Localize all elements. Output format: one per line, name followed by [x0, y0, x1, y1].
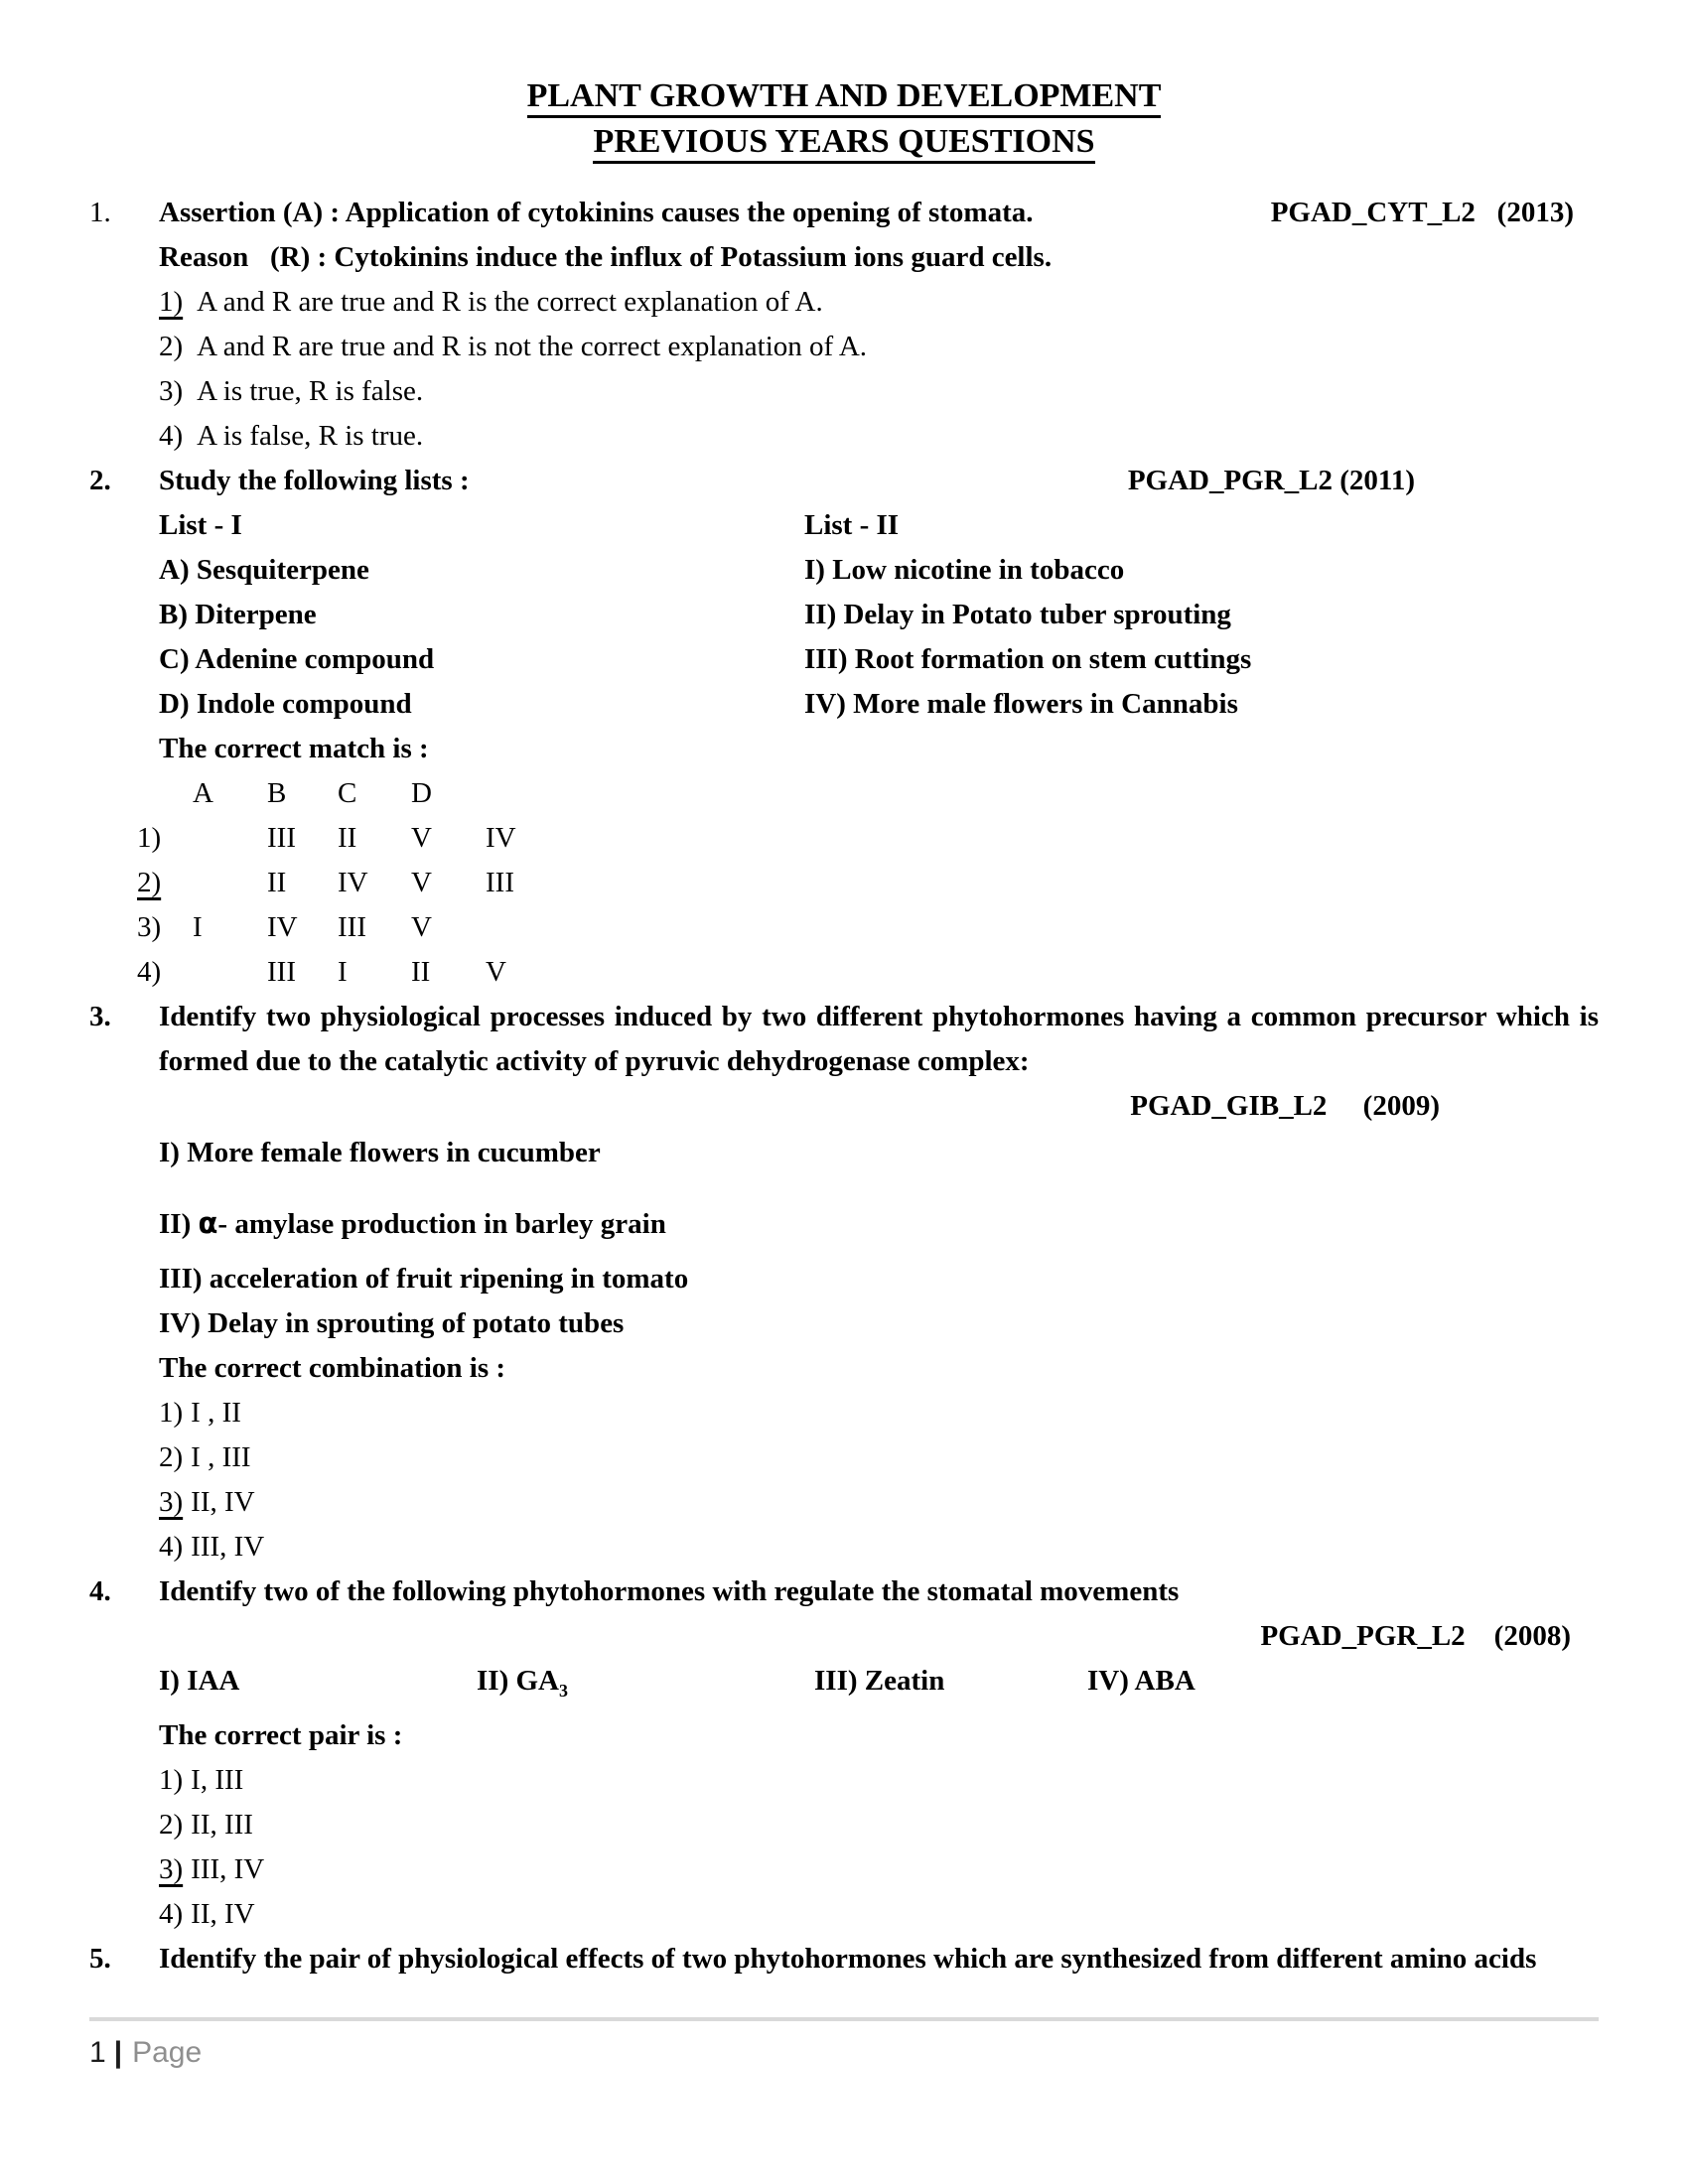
- option-number: 3): [159, 375, 184, 407]
- option-number: 2): [137, 867, 162, 898]
- match-cell: I: [338, 956, 348, 988]
- pair-intro: The correct pair is :: [159, 1718, 403, 1751]
- question-number: 5.: [89, 1942, 111, 1975]
- option-number: 1): [137, 822, 162, 854]
- question-tag: PGAD_PGR_L2 (2011): [1127, 465, 1415, 496]
- page-content: [89, 73, 1599, 1981]
- option-number: 2): [159, 1808, 184, 1841]
- option-text: I, III: [191, 1763, 244, 1796]
- option-number: 2): [159, 1441, 184, 1473]
- match-row: [137, 950, 1599, 995]
- option-row: [159, 1391, 1599, 1435]
- option-number: 1): [159, 286, 184, 318]
- match-cell: V: [486, 956, 506, 988]
- question-tag: PGAD_CYT_L2 (2013): [1270, 197, 1574, 228]
- option-text: A is true, R is false.: [197, 375, 424, 407]
- question-number: 2.: [89, 465, 111, 496]
- match-cell: III: [338, 911, 366, 943]
- option-row: [159, 1480, 1599, 1525]
- hormone-item: II) $GA_3$: [477, 1665, 568, 1701]
- option-text: A and R are true and R is the correct explanation of A.: [197, 286, 823, 318]
- match-cell: III: [267, 822, 296, 854]
- option-number: 3): [159, 1486, 184, 1518]
- list-item: A) Sesquiterpene: [159, 554, 369, 586]
- list-item: I) Low nicotine in tobacco: [804, 554, 1125, 586]
- statement-item: IV) Delay in sprouting of potato tubes: [159, 1307, 625, 1339]
- match-cell: II: [267, 867, 287, 898]
- list-item: II) Delay in Potato tuber sprouting: [804, 599, 1231, 630]
- match-cell: III: [267, 956, 296, 988]
- option-number: 4): [159, 420, 184, 452]
- statement-item: I) More female flowers in cucumber: [159, 1137, 601, 1168]
- option-number: 1): [159, 1397, 184, 1429]
- match-lists: [159, 503, 1599, 727]
- match-row: [137, 861, 1599, 905]
- statement-item: III) acceleration of fruit ripening in tomato: [159, 1263, 689, 1295]
- reason-text: Reason (R) : Cytokinins induce the influx of Potassium ions guard cells.: [159, 241, 1053, 273]
- option-row: [159, 1525, 1599, 1570]
- match-cell: V: [411, 822, 432, 854]
- option-text: II, IV: [191, 1486, 255, 1518]
- option-text: III, IV: [191, 1852, 265, 1885]
- option-number: 3): [159, 1852, 184, 1885]
- footer-rule: [89, 2017, 1599, 2021]
- match-cell: I: [193, 911, 203, 943]
- match-header-cell: D: [411, 777, 432, 809]
- match-header-cell: A: [193, 777, 213, 809]
- match-cell: II: [338, 822, 357, 854]
- option-text: I , II: [191, 1397, 241, 1429]
- question-tag: PGAD_GIB_L2 (2009): [1130, 1090, 1440, 1122]
- option-text: II, IV: [191, 1897, 255, 1930]
- option-number: 4): [137, 956, 162, 988]
- option-row: [159, 1847, 1599, 1892]
- list-item: IV) More male flowers in Cannabis: [804, 688, 1238, 720]
- footer-divider: |: [113, 2036, 123, 2069]
- hormone-item: IV) ABA: [1087, 1665, 1196, 1697]
- question-3: [89, 995, 1599, 1570]
- page-title-line1: PLANT GROWTH AND DEVELOPMENT: [89, 73, 1599, 119]
- page-title-line2: PREVIOUS YEARS QUESTIONS: [89, 119, 1599, 165]
- option-text: III, IV: [191, 1531, 265, 1563]
- match-cell: II: [411, 956, 431, 988]
- option-number: 4): [159, 1531, 184, 1563]
- question-stem: Identify two physiological processes induced by two different phytohormones having a common precursor which is formed due to the catalytic activity of pyruvic dehydrogenase complex:: [159, 1001, 1599, 1077]
- match-intro: The correct match is :: [159, 733, 429, 764]
- page-number: 1: [89, 2036, 106, 2069]
- question-stem: Identify the pair of physiological effects of two phytohormones which are synthesized from different amino acids: [159, 1942, 1537, 1975]
- question-4: [89, 1570, 1599, 1937]
- match-cell: V: [411, 911, 432, 943]
- option-text: I , III: [191, 1441, 251, 1473]
- match-cell: V: [411, 867, 432, 898]
- option-row: [159, 1435, 1599, 1480]
- option-row: [159, 1892, 1599, 1937]
- alpha-symbol: α: [198, 1206, 218, 1240]
- list-1-header: List - I: [159, 509, 242, 541]
- match-row: [137, 905, 1599, 950]
- question-5: [89, 1937, 1599, 1981]
- question-stem: Study the following lists :: [159, 465, 470, 496]
- option-number: 1): [159, 1763, 184, 1796]
- list-2-header: List - II: [804, 509, 900, 541]
- option-number: 3): [137, 911, 162, 943]
- match-cell: IV: [486, 822, 516, 854]
- option-row: [159, 1803, 1599, 1847]
- option-number: 2): [159, 331, 184, 362]
- question-tag: PGAD_PGR_L2 (2008): [1260, 1620, 1571, 1652]
- hormone-items: [159, 1659, 1599, 1713]
- subscript: 3: [558, 1680, 568, 1701]
- question-number: 1.: [89, 197, 111, 228]
- option-row: [159, 325, 1599, 369]
- combination-intro: The correct combination is :: [159, 1352, 506, 1384]
- match-header-cell: B: [267, 777, 287, 809]
- question-number: 3.: [89, 1001, 111, 1032]
- option-text: A is false, R is true.: [197, 420, 424, 452]
- hormone-item: III) Zeatin: [814, 1665, 945, 1697]
- match-cell: IV: [267, 911, 298, 943]
- match-cell: IV: [338, 867, 368, 898]
- option-number: 4): [159, 1897, 184, 1930]
- match-row: [137, 816, 1599, 861]
- list-item: D) Indole compound: [159, 688, 412, 720]
- option-row: [159, 369, 1599, 414]
- option-row: [159, 280, 1599, 325]
- option-text: II, III: [191, 1808, 253, 1841]
- option-row: [159, 414, 1599, 459]
- match-header-cell: C: [338, 777, 357, 809]
- list-item: III) Root formation on stem cuttings: [804, 643, 1252, 675]
- option-row: [159, 1758, 1599, 1803]
- option-text: A and R are true and R is not the correct explanation of A.: [197, 331, 868, 362]
- match-cell: III: [486, 867, 514, 898]
- question-1: [89, 191, 1599, 459]
- footer-label: Page: [132, 2036, 203, 2069]
- statement-item: II) α- amylase production in barley grain: [159, 1206, 666, 1240]
- question-stem: Identify two of the following phytohormones with regulate the stomatal movements: [159, 1575, 1180, 1607]
- list-item: C) Adenine compound: [159, 643, 435, 675]
- hormone-item: I) IAA: [159, 1665, 240, 1697]
- question-number: 4.: [89, 1575, 111, 1607]
- question-2: [89, 459, 1599, 995]
- match-header-row: [137, 771, 1599, 816]
- page-footer: [89, 2031, 202, 2075]
- assertion-text: Assertion (A) : Application of cytokinins causes the opening of stomata.: [159, 197, 1034, 228]
- list-item: B) Diterpene: [159, 599, 317, 630]
- title-block: [89, 73, 1599, 165]
- match-table: [137, 771, 1599, 995]
